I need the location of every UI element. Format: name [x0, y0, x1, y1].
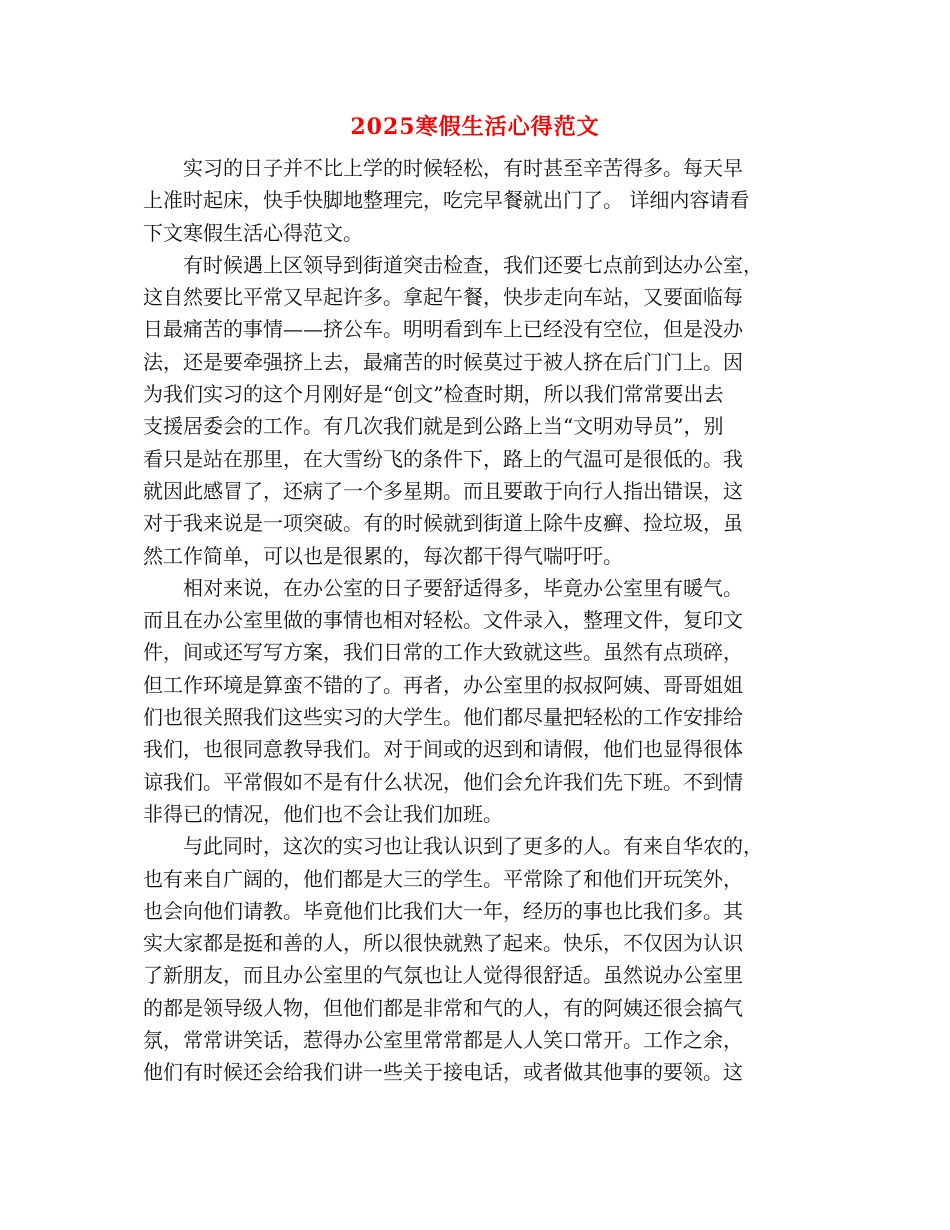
text-line: 件，间或还写写方案，我们日常的工作大致就这些。虽然有点琐碎， — [143, 640, 743, 665]
text-line: 有时候遇上区领导到街道突击检查，我们还要七点前到达办公室， — [143, 252, 763, 277]
paragraph — [143, 249, 808, 572]
text-line: 日最痛苦的事情——挤公车。明明看到车上已经没有空位，但是没办 — [143, 317, 743, 342]
text-line: 也会向他们请教。毕竟他们比我们大一年，经历的事也比我们多。其 — [143, 898, 743, 923]
text-line: 谅我们。平常假如不是有什么状况，他们会允许我们先下班。不到情 — [143, 769, 743, 794]
text-line: 下文寒假生活心得范文。 — [143, 220, 363, 245]
text-line: 然工作简单，可以也是很累的，每次都干得气喘吁吁。 — [143, 543, 623, 568]
text-line: 支援居委会的工作。有几次我们就是到公路上当“文明劝导员”，别 — [143, 414, 724, 439]
text-line: 实大家都是挺和善的人，所以很快就熟了起来。快乐，不仅因为认识 — [143, 931, 743, 956]
document-body — [143, 152, 808, 1089]
text-line: 非得已的情况，他们也不会让我们加班。 — [143, 801, 503, 826]
text-line: 氛，常常讲笑话，惹得办公室里常常都是人人笑口常开。工作之余， — [143, 1028, 743, 1053]
text-line: 了新朋友，而且办公室里的气氛也让人觉得很舒适。虽然说办公室里 — [143, 963, 743, 988]
text-line: 他们有时候还会给我们讲一些关于接电话，或者做其他事的要领。这 — [143, 1060, 743, 1085]
paragraph — [143, 830, 808, 1088]
paragraph — [143, 152, 808, 249]
text-line: 这自然要比平常又早起许多。拿起午餐，快步走向车站，又要面临每 — [143, 285, 743, 310]
paragraph — [143, 572, 808, 830]
text-line: 上准时起床，快手快脚地整理完，吃完早餐就出门了。 详细内容请看 — [143, 188, 750, 213]
text-line: 也有来自广阔的，他们都是大三的学生。平常除了和他们开玩笑外， — [143, 866, 743, 891]
text-line: 实习的日子并不比上学的时候轻松，有时甚至辛苦得多。每天早 — [143, 156, 743, 180]
document-title: 2025寒假生活心得范文 — [350, 114, 600, 140]
text-line: 与此同时，这次的实习也让我认识到了更多的人。有来自华农的， — [143, 834, 763, 859]
text-line: 看只是站在那里，在大雪纷飞的条件下，路上的气温可是很低的。我 — [143, 446, 743, 471]
text-line: 但工作环境是算蛮不错的了。再者，办公室里的叔叔阿姨、哥哥姐姐 — [143, 672, 743, 697]
text-line: 们也很关照我们这些实习的大学生。他们都尽量把轻松的工作安排给 — [143, 705, 743, 730]
text-line: 而且在办公室里做的事情也相对轻松。文件录入，整理文件，复印文 — [143, 608, 743, 633]
text-line: 就因此感冒了，还病了一个多星期。而且要敢于向行人指出错误，这 — [143, 478, 743, 503]
text-line: 对于我来说是一项突破。有的时候就到街道上除牛皮癣、捡垃圾，虽 — [143, 511, 743, 536]
text-line: 相对来说，在办公室的日子要舒适得多，毕竟办公室里有暖气。 — [143, 575, 743, 600]
text-line: 法，还是要牵强挤上去，最痛苦的时候莫过于被人挤在后门门上。因 — [143, 349, 743, 374]
text-line: 的都是领导级人物，但他们都是非常和气的人，有的阿姨还很会搞气 — [143, 995, 743, 1020]
text-line: 为我们实习的这个月刚好是“创文”检查时期，所以我们常常要出去 — [143, 382, 724, 407]
text-line: 我们，也很同意教导我们。对于间或的迟到和请假，他们也显得很体 — [143, 737, 743, 762]
